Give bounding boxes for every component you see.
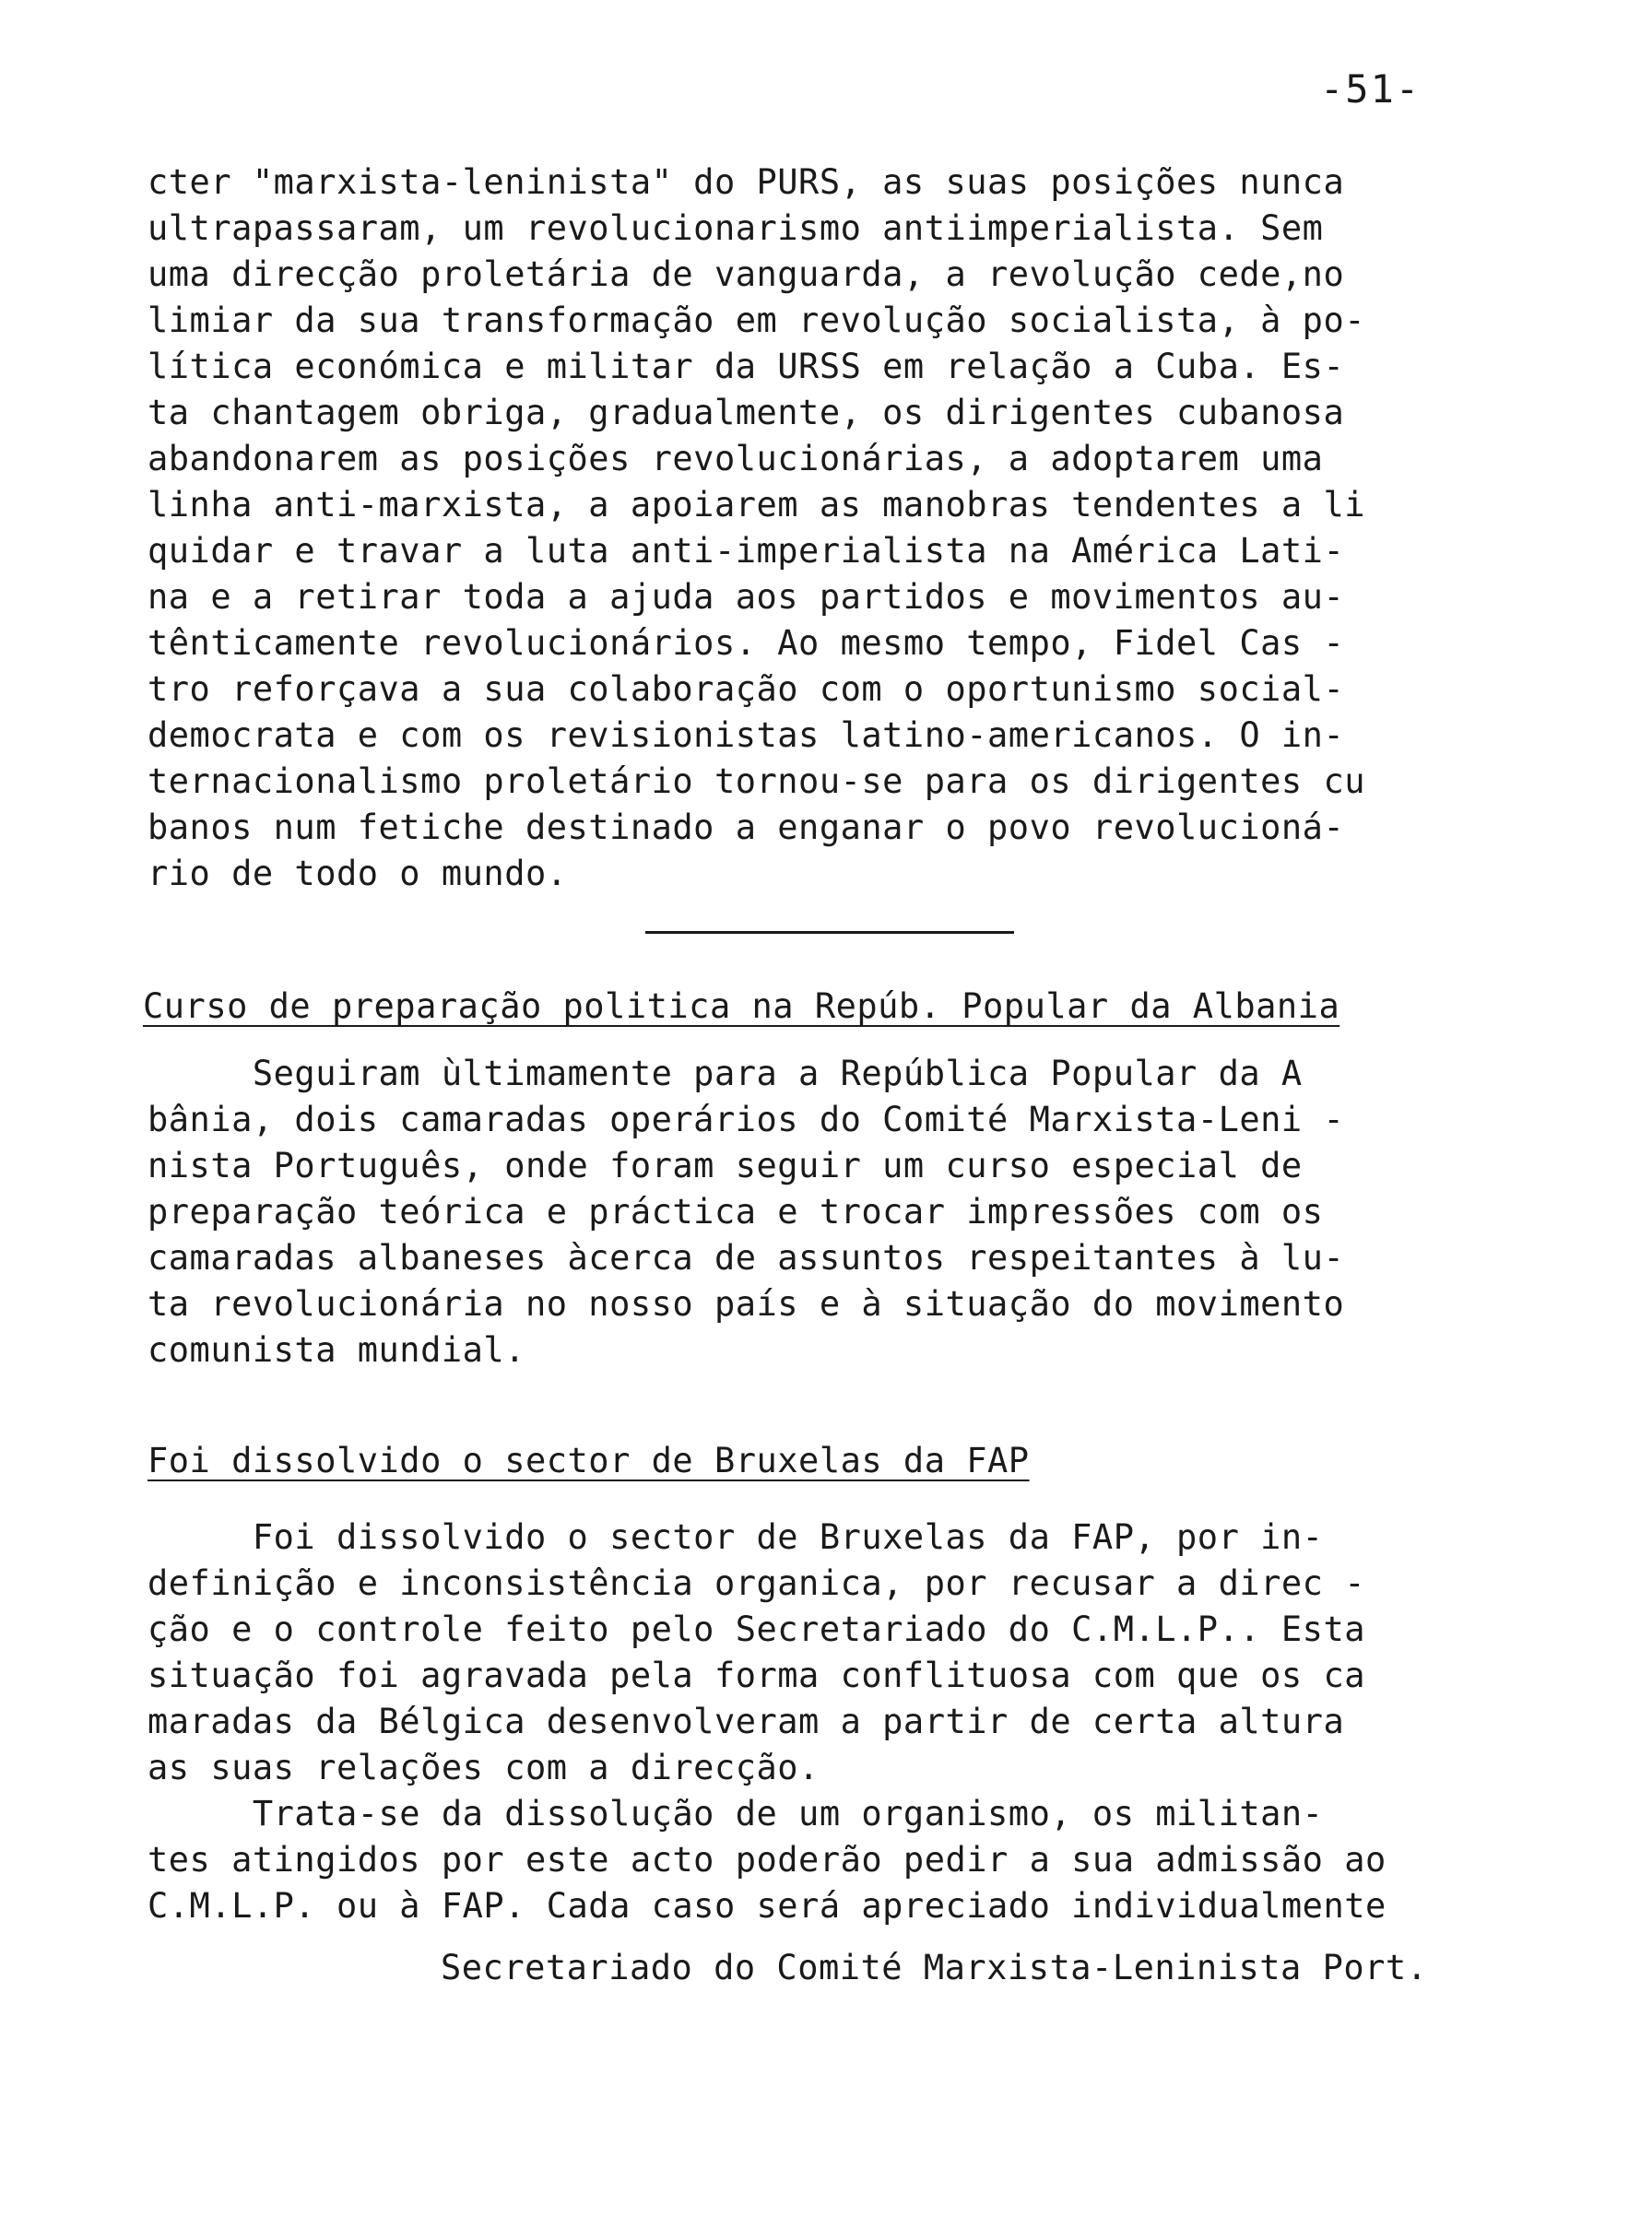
text-line: na e a retirar toda a ajuda aos partidos e movimentos au- [148,577,1345,617]
text-line: limiar da sua transformação em revolução socialista, à po- [148,301,1366,340]
text-line: abandonarem as posições revolucionárias, a adoptarem uma [148,439,1324,478]
signature: Secretariado do Comité Marxista-Leninista Port. [441,1948,1428,1987]
text-line: uma direcção proletária de vanguarda, a revolução cede,no [148,254,1345,294]
text-line: camaradas albaneses àcerca de assuntos respeitantes à lu- [148,1238,1345,1278]
text-line: preparação teórica e práctica e trocar impressões com os [148,1192,1324,1232]
text-line: C.M.L.P. ou à FAP. Cada caso será apreciado individualmente [148,1886,1386,1926]
text-line: tro reforçava a sua colaboração com o oportunismo social- [148,669,1345,709]
text-line: nista Português, onde foram seguir um curso especial de [148,1146,1303,1185]
text-line: democrata e com os revisionistas latino-americanos. O in- [148,715,1345,755]
section-divider [645,931,1014,934]
text-line: Foi dissolvido o sector de Bruxelas da FAP, por in- [148,1517,1324,1557]
page-number: -51- [1320,66,1422,112]
text-line: tes atingidos por este acto poderão pedir a sua admissão ao [148,1840,1386,1880]
text-line: cter "marxista-leninista" do PURS, as suas posições nunca [148,162,1345,202]
text-line: tênticamente revolucionários. Ao mesmo tempo, Fidel Cas - [148,623,1345,663]
text-line: ção e o controle feito pelo Secretariado do C.M.L.P.. Esta [148,1609,1366,1649]
text-line: ternacionalismo proletário tornou-se para os dirigentes cu [148,761,1366,801]
section-heading: Curso de preparação politica na Repúb. Popular da Albania [143,986,1340,1026]
text-line: Seguiram ùltimamente para a República Popular da A [148,1054,1303,1093]
text-line: lítica económica e militar da URSS em relação a Cuba. Es- [148,347,1345,386]
text-line: linha anti-marxista, a apoiarem as manobras tendentes a li [148,485,1366,525]
text-line: ta revolucionária no nosso país e à situação do movimento [148,1284,1345,1324]
text-line: as suas relações com a direcção. [148,1748,820,1787]
text-line: quidar e travar a luta anti-imperialista na América Lati- [148,531,1345,571]
text-line: ultrapassaram, um revolucionarismo antiimperialista. Sem [148,208,1324,248]
text-line: Trata-se da dissolução de um organismo, os militan- [148,1794,1324,1833]
text-line: banos num fetiche destinado a enganar o povo revolucioná- [148,808,1345,847]
text-line: bânia, dois camaradas operários do Comité Marxista-Leni - [148,1100,1345,1139]
section-heading: Foi dissolvido o sector de Bruxelas da FAP [148,1441,1030,1480]
text-line: comunista mundial. [148,1330,525,1370]
text-line: maradas da Bélgica desenvolveram a partir de certa altura [148,1702,1345,1741]
text-line: definição e inconsistência organica, por recusar a direc - [148,1563,1366,1603]
text-line: rio de todo o mundo. [148,854,568,893]
text-line: ta chantagem obriga, gradualmente, os dirigentes cubanosa [148,393,1345,432]
text-line: situação foi agravada pela forma conflituosa com que os ca [148,1656,1366,1695]
